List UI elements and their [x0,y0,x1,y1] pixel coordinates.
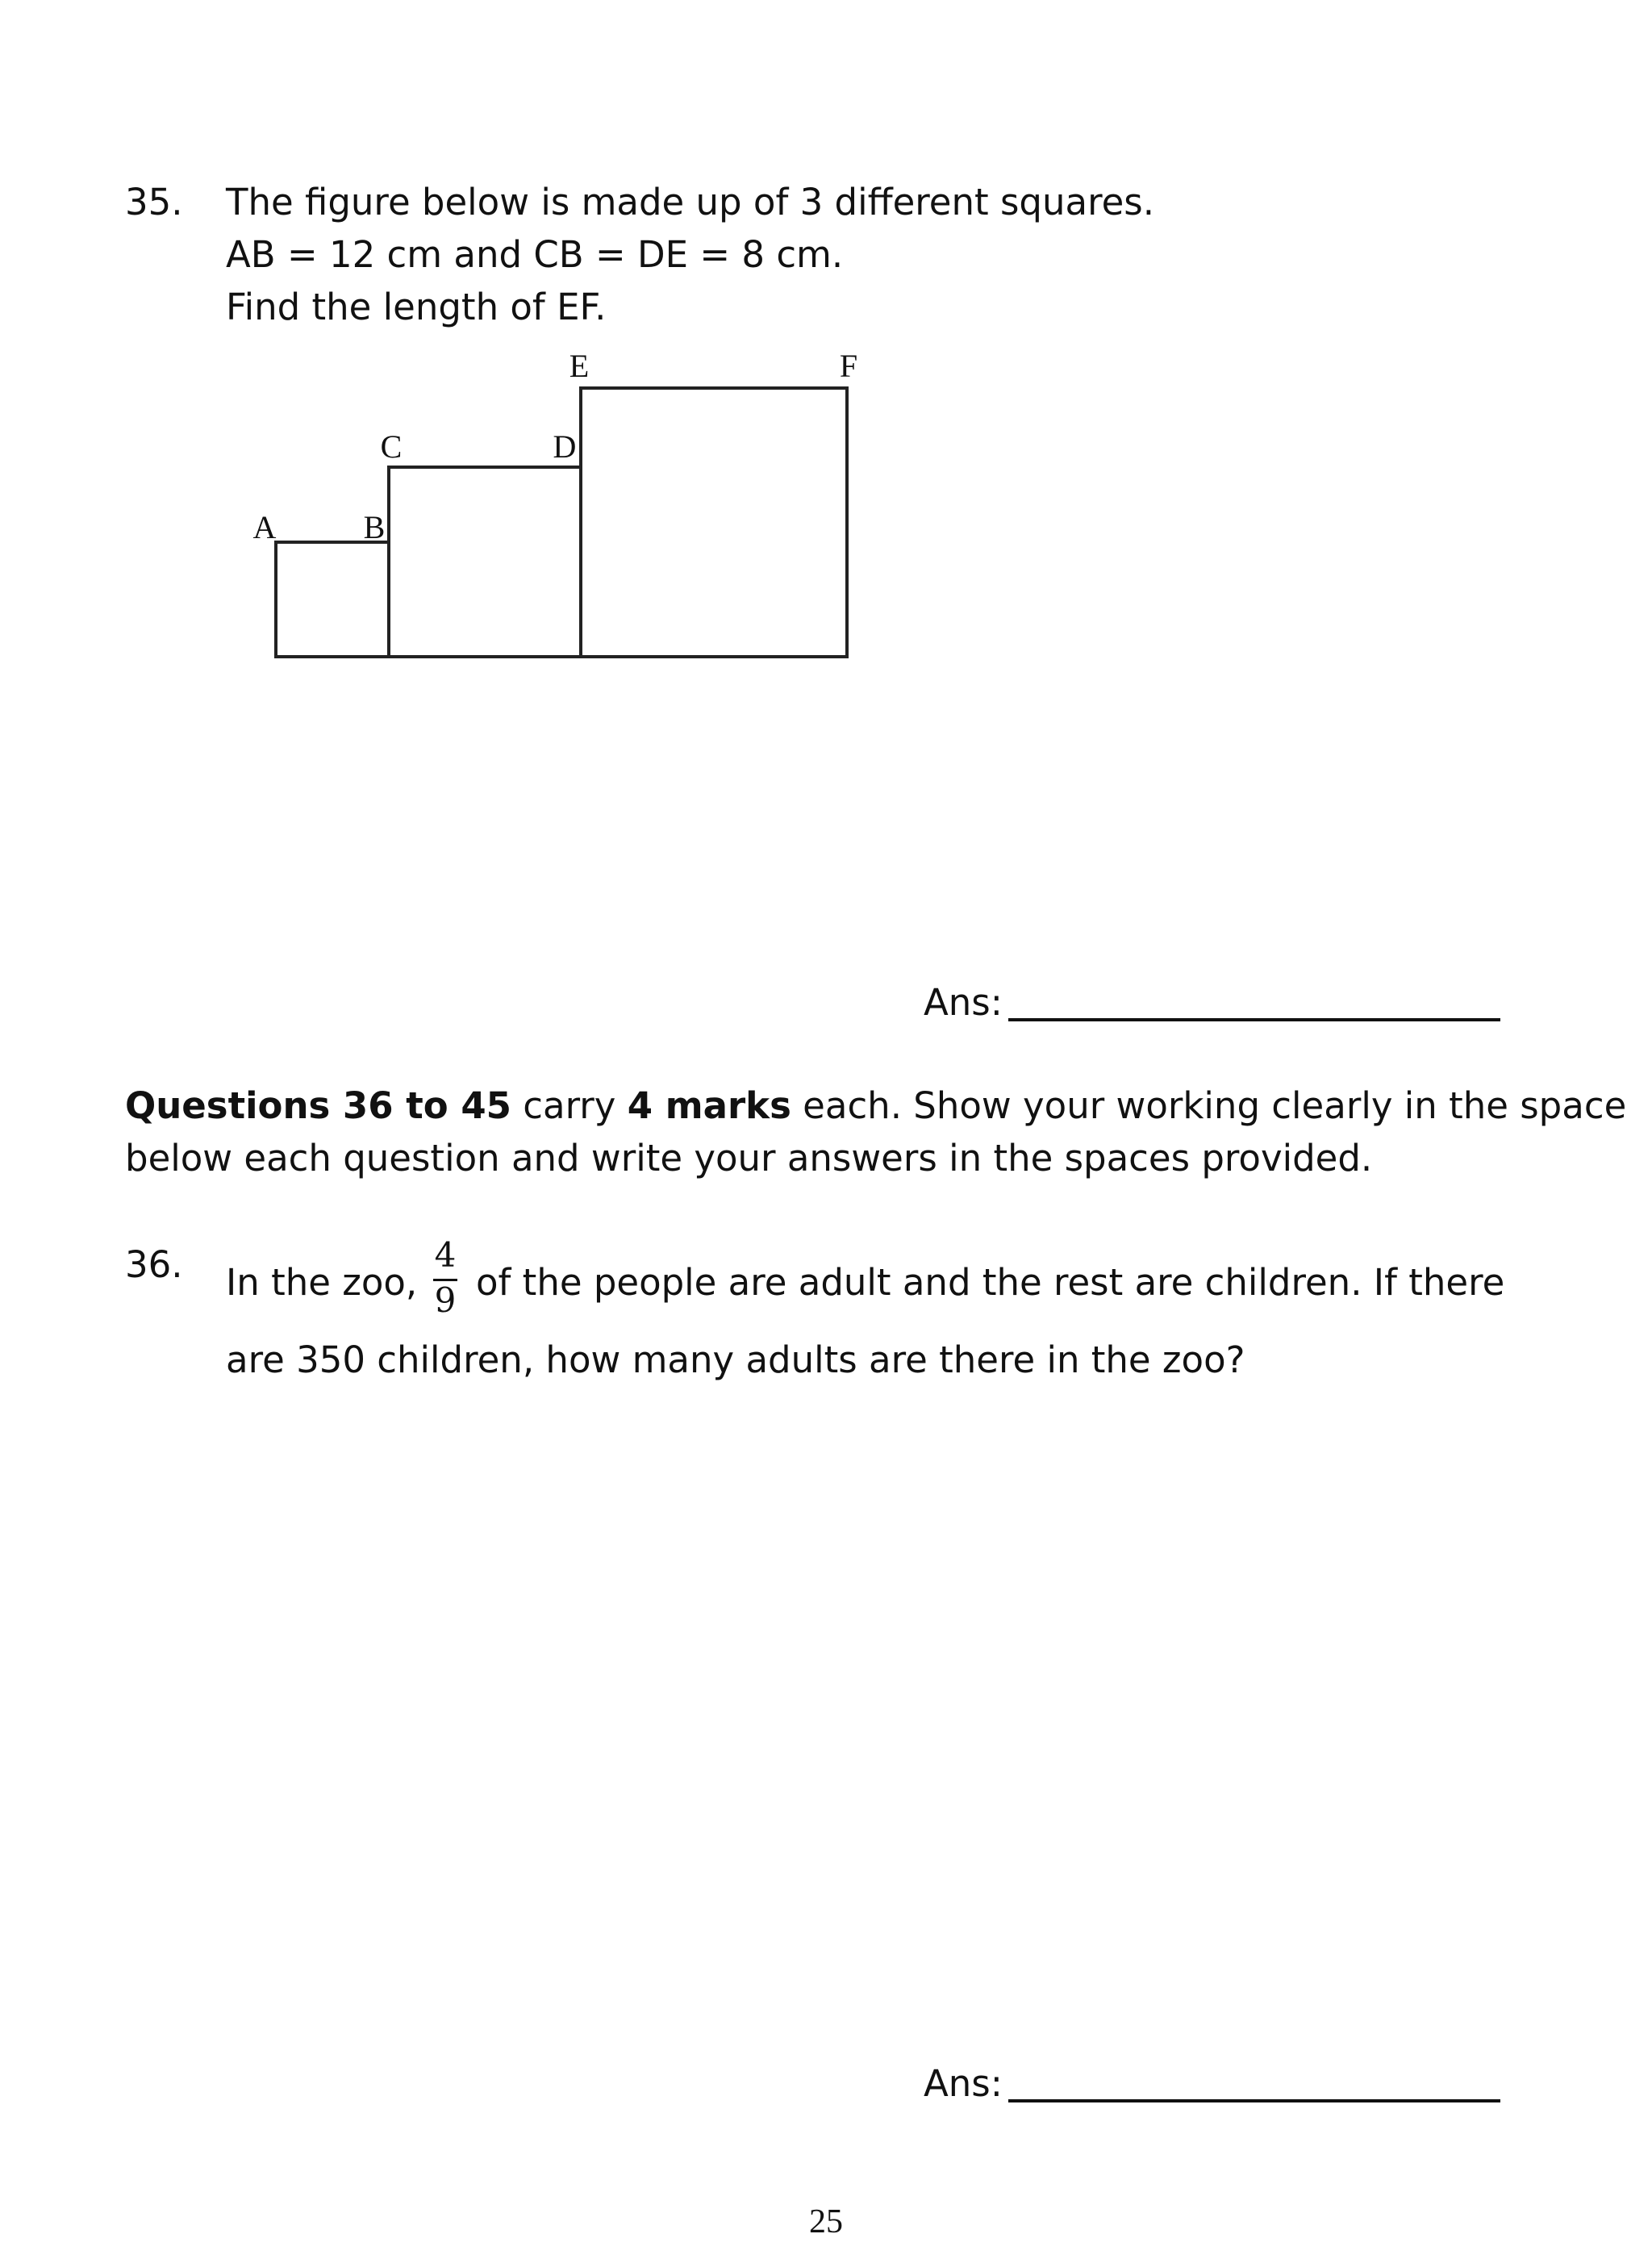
question-35-answer-line[interactable] [1008,1018,1500,1021]
instructions-text-1: carry [511,1084,628,1127]
question-36-line-1-before: In the zoo, [226,1261,418,1304]
fraction-four-ninths [429,1235,461,1320]
label-f: F [839,348,858,384]
fraction-denominator: 9 [434,1280,457,1320]
instructions-questions-range: Questions 36 to 45 [125,1084,511,1127]
marks-instructions-line-1 [125,1084,1627,1127]
label-b: B [363,509,386,545]
label-d: D [553,428,577,465]
page-number: 25 [809,2203,843,2240]
large-square [581,388,847,657]
question-36-answer-line[interactable] [1008,2099,1500,2102]
question-35-line-1: The figure below is made up of 3 different squares. [226,181,1155,223]
label-c: C [380,428,403,465]
instructions-marks: 4 marks [627,1084,791,1127]
question-35-line-3: Find the length of EF. [226,286,607,328]
question-36-number: 36. [125,1243,183,1286]
marks-instructions-line-2: below each question and write your answers in the spaces provided. [125,1137,1373,1180]
medium-square [389,467,581,657]
small-square [276,542,389,657]
instructions-text-2: each. Show your working clearly in the space [791,1084,1627,1127]
label-a: A [252,509,277,545]
question-36-line-1-after: of the people are adult and the rest are children. If there [476,1261,1505,1304]
question-35-answer-label: Ans: [924,981,1003,1024]
question-35-line-2: AB = 12 cm and CB = DE = 8 cm. [226,233,844,276]
fraction-numerator: 4 [434,1235,457,1275]
label-e: E [569,348,590,384]
question-36-answer-label: Ans: [924,2062,1003,2105]
squares-figure [0,0,887,678]
question-36-line-2: are 350 children, how many adults are there in the zoo? [226,1338,1245,1381]
question-35-number: 35. [125,181,183,223]
